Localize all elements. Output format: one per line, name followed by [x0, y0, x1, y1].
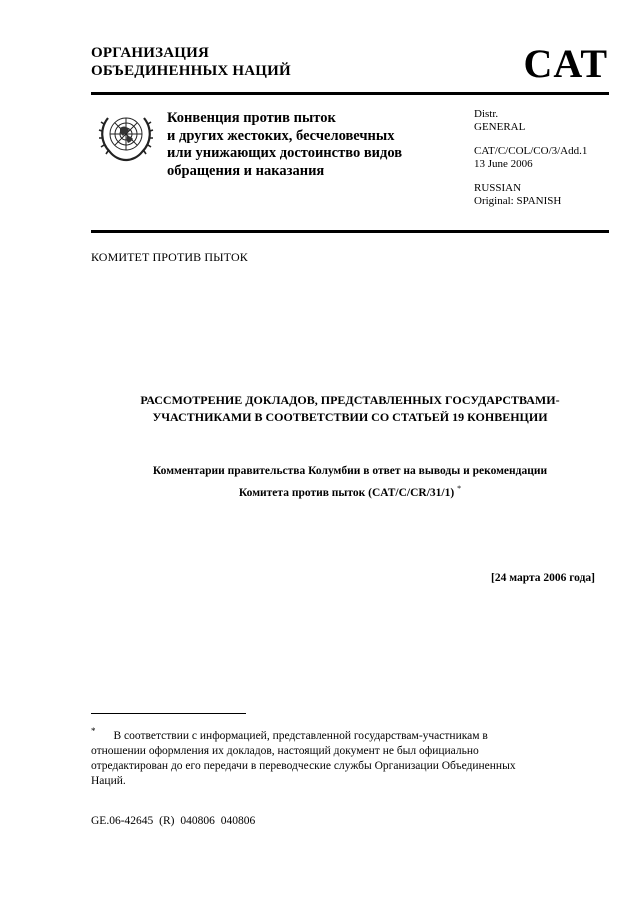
document-subheading	[91, 463, 609, 502]
document-language: RUSSIAN	[474, 182, 522, 194]
convention-title-line: и других жестоких, бесчеловечных	[167, 127, 395, 144]
distribution-type: GENERAL	[474, 120, 526, 133]
footnote-text: отредактирован до его передачи в переводческие службы Организации Объединенных	[91, 759, 516, 772]
submission-date: [24 марта 2006 года]	[491, 572, 595, 584]
document-symbol-large: CAT	[523, 41, 608, 86]
original-language: Original: SPANISH	[474, 194, 562, 207]
subheading-line: Комитета против пыток (CAT/C/CR/31/1)	[238, 486, 455, 499]
document-heading	[91, 392, 609, 426]
organization-line-2: ОБЪЕДИНЕННЫХ НАЦИЙ	[91, 63, 291, 79]
committee-name: КОМИТЕТ ПРОТИВ ПЫТОК	[91, 250, 248, 264]
convention-title	[167, 110, 402, 180]
issue-date: 13 June 2006	[474, 157, 533, 170]
distribution-label: Distr.	[474, 108, 499, 120]
organization-name	[91, 44, 291, 80]
footnote-reference[interactable]: *	[457, 484, 462, 493]
footnote-marker: *	[91, 726, 96, 736]
footnote	[91, 724, 591, 789]
heading-line: УЧАСТНИКАМИ В СООТВЕТСТВИИ СО СТАТЬЕЙ 19 КОНВЕНЦИИ	[152, 410, 548, 424]
convention-title-line: Конвенция против пыток	[167, 110, 336, 126]
convention-title-line: обращения и наказания	[167, 162, 325, 179]
un-emblem-icon	[94, 106, 158, 166]
header-top-rule	[91, 92, 609, 95]
document-symbol: CAT/C/COL/CO/3/Add.1	[474, 145, 588, 157]
subheading-line-2	[91, 480, 609, 502]
organization-line-1: ОРГАНИЗАЦИЯ	[91, 45, 210, 61]
convention-title-line: или унижающих достоинство видов	[167, 145, 403, 161]
footnote-text: отношении оформления их докладов, настоящий документ не был официально	[91, 744, 479, 757]
subheading-line: Комментарии правительства Колумбии в ответ на выводы и рекомендации	[152, 465, 548, 477]
footnote-separator	[91, 713, 246, 714]
footnote-line-1	[91, 724, 591, 744]
header-bottom-rule	[91, 230, 609, 233]
document-metadata	[474, 108, 587, 207]
heading-line: РАССМОТРЕНИЕ ДОКЛАДОВ, ПРЕДСТАВЛЕННЫХ ГОСУДАРСТВАМИ-	[140, 393, 560, 407]
job-number: GE.06-42645 (R) 040806 040806	[91, 815, 256, 827]
footnote-text: В соответствии с информацией, представленной государствам-участникам в	[113, 729, 488, 742]
footnote-text: Наций.	[91, 774, 126, 787]
